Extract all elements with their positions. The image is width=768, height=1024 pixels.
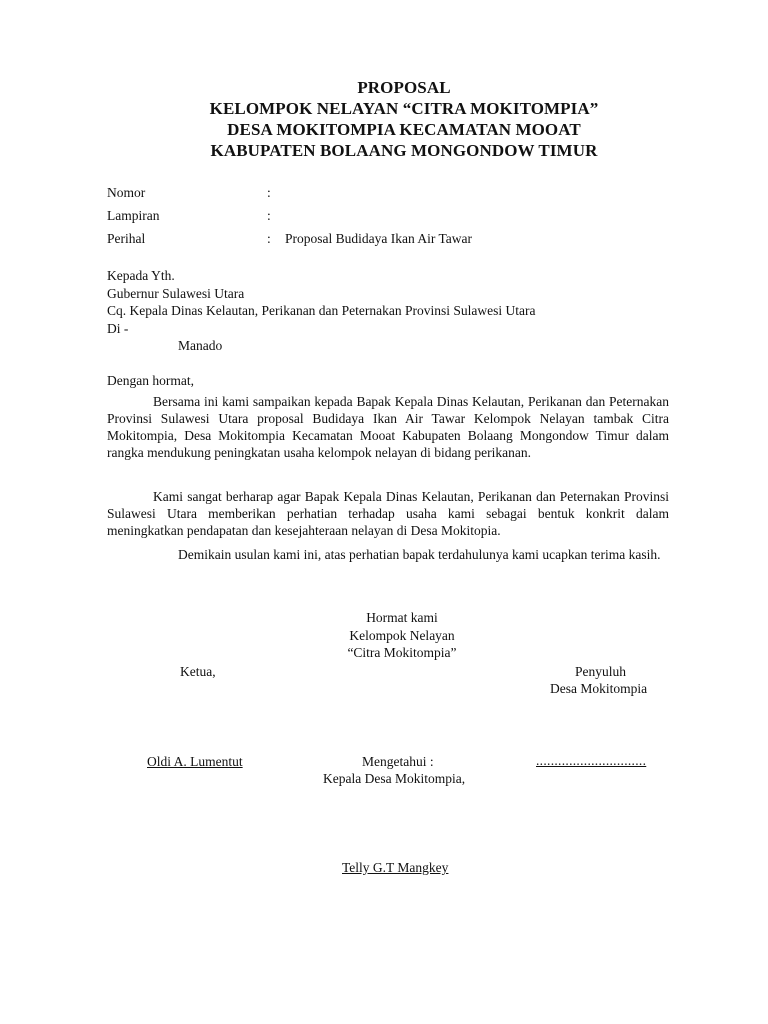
- address-city: Manado: [178, 338, 223, 353]
- title-line-village: DESA MOKITOMPIA KECAMATAN MOOAT: [227, 120, 581, 139]
- closing-hormat: Hormat kami: [366, 610, 438, 625]
- mengetahui-label: Mengetahui :: [362, 754, 434, 769]
- title-line-regency: KABUPATEN BOLAANG MONGONDOW TIMUR: [210, 141, 598, 160]
- ketua-name: Oldi A. Lumentut: [147, 754, 243, 769]
- perihal-colon: :: [267, 231, 271, 246]
- salutation: Dengan hormat,: [107, 373, 194, 388]
- lampiran-label: Lampiran: [107, 208, 160, 223]
- closing-group: Kelompok Nelayan: [349, 627, 455, 643]
- penyuluh-label: Penyuluh: [575, 664, 627, 679]
- body-paragraph-1: Bersama ini kami sampaikan kepada Bapak Kepala Dinas Kelautan, Perikanan dan Peternakan Provinsi Sulawesi Utara proposal Budidaya Ikan Air Tawar Kelompok Nelayan tambak Citra Mokitompia, Desa Mokitompia Kecamatan Mooat Kabupaten Bolaang Mongondow Timur dalam rangka mendukung peningkatan usaha kelompok nelayan di bidang perikanan.: [107, 394, 669, 460]
- address-di: Di -: [107, 320, 129, 336]
- nomor-label: Nomor: [107, 185, 146, 200]
- address-gubernur: Gubernur Sulawesi Utara: [107, 285, 245, 301]
- perihal-label: Perihal: [107, 231, 146, 246]
- body-paragraph-2: Kami sangat berharap agar Bapak Kepala Dinas Kelautan, Perikanan dan Peternakan Provinsi Sulawesi Utara memberikan perhatian terhadap usaha kami sebagai bentuk konkrit dalam meningkatkan pendapatan dan kesejahteraan nelayan di Desa Mokitopia.: [107, 489, 669, 538]
- kepala-desa-title: Kepala Desa Mokitompia,: [323, 771, 466, 786]
- body-paragraph-3: Demikain usulan kami ini, atas perhatian bapak terdahulunya kami ucapkan terima kasih.: [178, 547, 661, 562]
- address-kepada: Kepada Yth.: [107, 268, 175, 283]
- closing-group-name: “Citra Mokitompia”: [347, 645, 457, 660]
- ketua-label: Ketua,: [180, 664, 216, 679]
- recipient-address: [107, 267, 536, 355]
- kepala-desa-name: Telly G.T Mangkey: [342, 860, 449, 875]
- address-cq: Cq. Kepala Dinas Kelautan, Perikanan dan Peternakan Provinsi Sulawesi Utara: [107, 303, 536, 318]
- closing-block: [292, 609, 512, 662]
- nomor-colon: :: [267, 185, 271, 200]
- perihal-value: Proposal Budidaya Ikan Air Tawar: [285, 231, 473, 246]
- title-line-proposal: PROPOSAL: [357, 78, 451, 97]
- document-title: [0, 77, 768, 161]
- lampiran-colon: :: [267, 208, 271, 223]
- penyuluh-desa: Desa Mokitompia: [550, 681, 648, 696]
- title-line-group: KELOMPOK NELAYAN “CITRA MOKITOMPIA”: [209, 99, 599, 118]
- penyuluh-name-placeholder: ..............................: [536, 753, 647, 768]
